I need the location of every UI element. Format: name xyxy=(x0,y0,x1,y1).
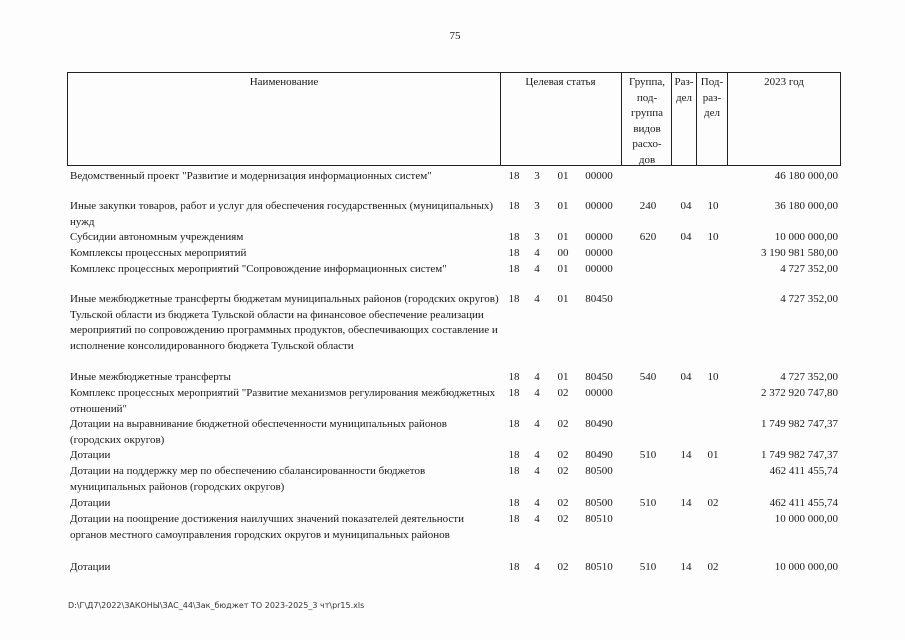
row-code: 18 xyxy=(508,200,520,212)
row-code: 18 xyxy=(508,231,520,243)
row-amount: 2 372 920 747,80 xyxy=(761,387,838,399)
row-amount: 46 180 000,00 xyxy=(774,170,838,182)
row-amount: 4 727 352,00 xyxy=(780,263,838,275)
row-amount: 462 411 455,74 xyxy=(769,465,838,477)
row-section: 04 xyxy=(680,200,692,212)
page-number: 75 xyxy=(449,30,461,42)
column-divider xyxy=(696,73,697,165)
row-group: 510 xyxy=(639,449,657,461)
row-code: 01 xyxy=(557,231,569,243)
row-code: 18 xyxy=(508,497,520,509)
row-code: 02 xyxy=(557,449,569,461)
header-year: 2023 год xyxy=(764,76,804,88)
column-divider xyxy=(621,73,622,165)
row-code: 4 xyxy=(534,293,540,305)
row-amount: 1 749 982 747,37 xyxy=(761,418,838,430)
row-code: 00 xyxy=(557,247,569,259)
row-code: 01 xyxy=(557,371,569,383)
row-amount: 3 190 981 580,00 xyxy=(761,247,838,259)
row-group: 240 xyxy=(639,200,657,212)
row-code: 3 xyxy=(534,200,540,212)
row-section: 14 xyxy=(680,449,692,461)
header-section: Раз- дел xyxy=(674,76,694,104)
row-code: 02 xyxy=(557,465,569,477)
row-code: 80490 xyxy=(585,418,613,430)
row-amount: 1 749 982 747,37 xyxy=(761,449,838,461)
row-subsection: 10 xyxy=(707,231,719,243)
row-amount: 10 000 000,00 xyxy=(774,513,838,525)
row-name: Дотации на поддержку мер по обеспечению сбалансированности бюджетов муниципальных районов (городских округов) xyxy=(70,465,426,493)
row-section: 14 xyxy=(680,497,692,509)
row-name: Комплекс процессных мероприятий "Развитие механизмов регулирования межбюджетных отношений" xyxy=(70,387,496,415)
row-code: 18 xyxy=(508,263,520,275)
row-name: Иные межбюджетные трансферты xyxy=(70,371,231,383)
row-code: 4 xyxy=(534,263,540,275)
row-name: Дотации xyxy=(70,449,111,461)
row-code: 18 xyxy=(508,449,520,461)
row-code: 18 xyxy=(508,561,520,573)
row-subsection: 10 xyxy=(707,371,719,383)
row-code: 18 xyxy=(508,465,520,477)
row-code: 18 xyxy=(508,293,520,305)
row-code: 80450 xyxy=(585,293,613,305)
row-code: 18 xyxy=(508,418,520,430)
table-header xyxy=(67,72,841,166)
row-code: 3 xyxy=(534,170,540,182)
row-name: Дотации на поощрение достижения наилучших значений показателей деятельности органов местного самоуправления городских округов и муниципальных районов xyxy=(70,513,464,541)
row-amount: 10 000 000,00 xyxy=(774,561,838,573)
row-code: 00000 xyxy=(585,247,613,259)
row-section: 04 xyxy=(680,231,692,243)
row-subsection: 10 xyxy=(707,200,719,212)
row-code: 00000 xyxy=(585,200,613,212)
row-name: Ведомственный проект "Развитие и модернизация информационных систем" xyxy=(70,170,432,182)
row-code: 4 xyxy=(534,418,540,430)
row-code: 4 xyxy=(534,247,540,259)
row-amount: 10 000 000,00 xyxy=(774,231,838,243)
row-code: 01 xyxy=(557,200,569,212)
row-name: Иные закупки товаров, работ и услуг для обеспечения государственных (муниципальных) нужд xyxy=(70,200,494,228)
row-code: 02 xyxy=(557,561,569,573)
row-code: 80500 xyxy=(585,465,613,477)
header-expense-group: Группа, под- группа видов расхо- дов xyxy=(629,76,665,166)
row-amount: 4 727 352,00 xyxy=(780,371,838,383)
row-code: 80450 xyxy=(585,371,613,383)
row-code: 18 xyxy=(508,371,520,383)
row-amount: 36 180 000,00 xyxy=(774,200,838,212)
row-code: 01 xyxy=(557,293,569,305)
row-code: 02 xyxy=(557,387,569,399)
row-subsection: 01 xyxy=(707,449,719,461)
row-name: Дотации на выравнивание бюджетной обеспеченности муниципальных районов (городских округов) xyxy=(70,418,447,446)
row-name: Субсидии автономным учреждениям xyxy=(70,231,244,243)
row-code: 4 xyxy=(534,465,540,477)
row-group: 540 xyxy=(639,371,657,383)
file-path-footer: D:\Г\Д7\2022\ЗАКОНЫ\ЗАС_44\Зак_бюджет ТО 2023-2025_3 чт\pr15.xls xyxy=(68,601,365,610)
row-subsection: 02 xyxy=(707,561,719,573)
row-name: Комплекс процессных мероприятий "Сопровождение информационных систем" xyxy=(70,263,447,275)
row-code: 80510 xyxy=(585,561,613,573)
row-code: 02 xyxy=(557,418,569,430)
row-code: 4 xyxy=(534,371,540,383)
row-name: Иные межбюджетные трансферты бюджетам муниципальных районов (городских округов) Тульской области из бюджета Тульской области на финансовое обеспечение реализации мероприятий по сопровождению программных продуктов, обеспечивающих составление и исполнение консолидированного бюджета Тульской области xyxy=(70,293,499,352)
row-group: 620 xyxy=(639,231,657,243)
row-code: 4 xyxy=(534,449,540,461)
row-amount: 462 411 455,74 xyxy=(769,497,838,509)
row-code: 02 xyxy=(557,497,569,509)
row-code: 4 xyxy=(534,561,540,573)
row-group: 510 xyxy=(639,497,657,509)
row-code: 18 xyxy=(508,247,520,259)
row-code: 00000 xyxy=(585,231,613,243)
row-name: Дотации xyxy=(70,497,111,509)
row-name: Дотации xyxy=(70,561,111,573)
row-code: 00000 xyxy=(585,263,613,275)
row-name: Комплексы процессных мероприятий xyxy=(70,247,247,259)
row-section: 04 xyxy=(680,371,692,383)
row-code: 4 xyxy=(534,513,540,525)
row-code: 80510 xyxy=(585,513,613,525)
header-subsection: Под- раз- дел xyxy=(700,76,724,120)
row-code: 80490 xyxy=(585,449,613,461)
row-subsection: 02 xyxy=(707,497,719,509)
row-code: 00000 xyxy=(585,387,613,399)
row-code: 18 xyxy=(508,513,520,525)
row-amount: 4 727 352,00 xyxy=(780,293,838,305)
header-name: Наименование xyxy=(249,76,319,88)
row-group: 510 xyxy=(639,561,657,573)
header-target-article: Целевая статья xyxy=(525,76,596,88)
row-code: 4 xyxy=(534,497,540,509)
row-code: 18 xyxy=(508,170,520,182)
row-code: 01 xyxy=(557,263,569,275)
row-code: 02 xyxy=(557,513,569,525)
row-code: 80500 xyxy=(585,497,613,509)
row-code: 01 xyxy=(557,170,569,182)
row-code: 18 xyxy=(508,387,520,399)
row-code: 00000 xyxy=(585,170,613,182)
row-code: 4 xyxy=(534,387,540,399)
row-section: 14 xyxy=(680,561,692,573)
row-code: 3 xyxy=(534,231,540,243)
